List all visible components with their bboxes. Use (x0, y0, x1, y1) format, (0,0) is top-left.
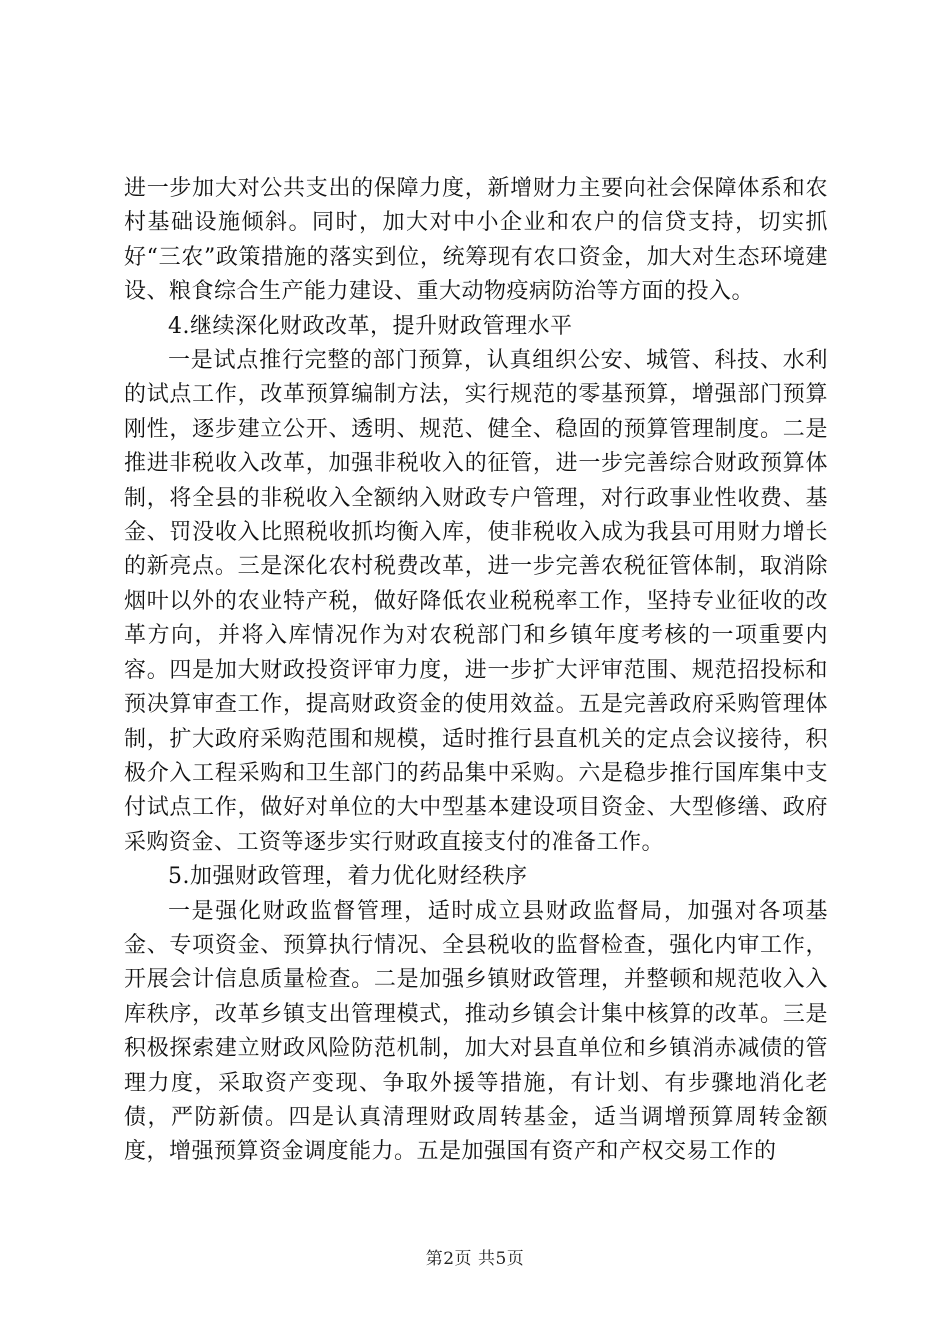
section-heading-5: 5.加强财政管理，着力优化财经秩序 (168, 864, 528, 890)
section-heading-4: 4.继续深化财政改革，提升财政管理水平 (168, 313, 573, 339)
paragraph-continuation: 进一步加大对公共支出的保障力度，新增财力主要向社会保障体系和农村基础设施倾斜。同时，加大对中小企业和农户的信贷支持，切实抓好“三农”政策措施的落实到位，统筹现有农口资金，加大对生态环境建设、粮食综合生产能力建设、重大动物疫病防治等方面的投入。 (124, 176, 828, 305)
paragraph-section-4: 一是试点推行完整的部门预算，认真组织公安、城管、科技、水利的试点工作，改革预算编制方法，实行规范的零基预算，增强部门预算刚性，逐步建立公开、透明、规范、健全、稳固的预算管理制度。二是推进非税收入改革，加强非税收入的征管，进一步完善综合财政预算体制，将全县的非税收入全额纳入财政专户管理，对行政事业性收费、基金、罚没收入比照税收抓均衡入库，使非税收入成为我县可用财力增长的新亮点。三是深化农村税费改革，进一步完善农税征管体制，取消除烟叶以外的农业特产税，做好降低农业税税率工作，坚持专业征收的改革方向，并将入库情况作为对农税部门和乡镇年度考核的一项重要内容。四是加大财政投资评审力度，进一步扩大评审范围、规范招投标和预决算审查工作，提高财政资金的使用效益。五是完善政府采购管理体制，扩大政府采购范围和规模，适时推行县直机关的定点会议接待，积极介入工程采购和卫生部门的药品集中采购。六是稳步推行国库集中支付试点工作，做好对单位的大中型基本建设项目资金、大型修缮、政府采购资金、工资等逐步实行财政直接支付的准备工作。 (124, 348, 828, 855)
document-body (124, 172, 828, 1170)
page-number-footer: 第2页 共5页 (425, 1249, 525, 1269)
paragraph-section-5: 一是强化财政监督管理，适时成立县财政监督局，加强对各项基金、专项资金、预算执行情况、全县税收的监督检查，强化内审工作，开展会计信息质量检查。二是加强乡镇财政管理，并整顿和规范收入入库秩序，改革乡镇支出管理模式，推动乡镇会计集中核算的改革。三是积极探索建立财政风险防范机制，加大对县直单位和乡镇消赤减债的管理力度，采取资产变现、争取外援等措施，有计划、有步骤地消化老债，严防新债。四是认真清理财政周转基金，适当调增预算周转金额度，增强预算资金调度能力。五是加强国有资产和产权交易工作的 (124, 898, 828, 1165)
